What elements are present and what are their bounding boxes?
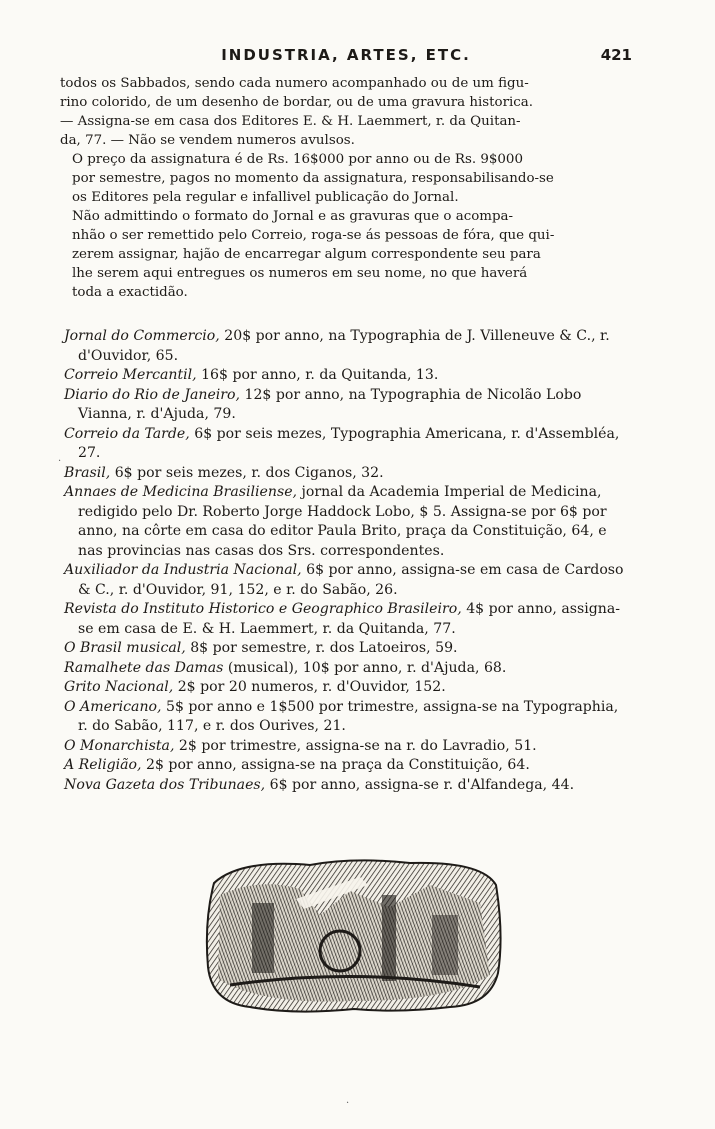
format-line: zerem assignar, hajão de encarregar algum correspondente seu para <box>72 247 541 262</box>
publication-name: O Monarchista, <box>64 737 175 754</box>
price-line: O preço da assignatura é de Rs. 16$000 por anno ou de Rs. 9$000 <box>72 152 523 167</box>
publication-entry <box>64 327 630 366</box>
publication-entry <box>64 678 630 698</box>
format-line: nhão o ser remettido pelo Correio, roga-se ás pessoas de fóra, que qui- <box>72 228 555 243</box>
format-line: toda a exactidão. <box>72 285 188 300</box>
intro-paragraph <box>60 74 630 150</box>
intro-line: rino colorido, de um desenho de bordar, ou de uma gravura historica. <box>60 95 534 110</box>
publication-details: 12$ por anno, na Typographia de Nicolão Lobo Vianna, r. d'Ajuda, 79. <box>78 386 582 422</box>
publication-name: Revista do Instituto Historico e Geographico Brasileiro, <box>64 601 462 617</box>
publication-entry <box>64 737 630 757</box>
publication-entry <box>64 464 630 484</box>
publication-list <box>64 327 630 795</box>
format-paragraph <box>60 207 630 302</box>
publication-entry <box>64 756 630 776</box>
publication-entry <box>64 561 630 600</box>
publication-details: 6$ por anno, assigna-se r. d'Alfandega, 44. <box>269 776 575 793</box>
publication-entry <box>64 659 630 679</box>
publication-name: Correio da Tarde, <box>64 425 190 442</box>
publication-name: O Americano, <box>64 698 162 715</box>
publication-details: 8$ por semestre, r. dos Latoeiros, 59. <box>190 640 458 656</box>
publication-entry <box>64 425 630 464</box>
publication-details: 4$ por anno, assigna-se em casa de E. & H. Laemmert, r. da Quitanda, 77. <box>78 601 620 637</box>
publication-details: jornal da Academia Imperial de Medicina, redigido pelo Dr. Roberto Jorge Haddock Lobo, $ 5. Assigna-se por 6$ por anno, na côrte em casa do editor Paula Brito, praça da Constituição, 64, e nas provincias nas casas dos Srs. correspondentes. <box>78 484 607 559</box>
publication-entry <box>64 483 630 561</box>
publication-name: Correio Mercantil, <box>64 367 197 383</box>
format-line: lhe serem aqui entregues os numeros em seu nome, no que haverá <box>72 266 528 281</box>
publication-details: 2$ por trimestre, assigna-se na r. do Lavradio, 51. <box>178 737 537 754</box>
publication-name: Grito Nacional, <box>64 679 174 695</box>
publication-name: Brasil, <box>64 464 111 481</box>
publication-name: A Religião, <box>64 757 142 773</box>
publication-details: 6$ por anno, assigna-se em casa de Cardoso & C., r. d'Ouvidor, 91, 152, e r. do Sabão, 26. <box>78 562 624 598</box>
intro-line: todos os Sabbados, sendo cada numero acompanhado ou de um figu- <box>60 76 529 91</box>
publication-name: Diario do Rio de Janeiro, <box>64 386 241 403</box>
price-line: por semestre, pagos no momento da assignatura, responsabilisando-se <box>72 171 554 186</box>
publication-details: 2$ por 20 numeros, r. d'Ouvidor, 152. <box>177 679 446 695</box>
publication-name: Jornal do Commercio, <box>64 328 220 344</box>
publication-name: Annaes de Medicina Brasiliense, <box>64 484 298 500</box>
publication-entry <box>64 366 630 386</box>
running-title: INDUSTRIA, ARTES, ETC. <box>221 46 471 64</box>
publication-entry <box>64 600 630 639</box>
margin-speck: · <box>58 456 62 467</box>
publication-name: O Brasil musical, <box>64 640 186 656</box>
format-line: Não admittindo o formato do Jornal e as gravuras que o acompa- <box>72 209 514 224</box>
page-number: 421 <box>600 46 632 64</box>
intro-line: da, 77. — Não se vendem numeros avulsos. <box>60 133 355 148</box>
publication-entry <box>64 386 630 425</box>
price-paragraph <box>60 150 630 207</box>
body-text <box>60 74 630 302</box>
publication-name: Ramalhete das Damas <box>64 659 224 676</box>
publication-name: Auxiliador da Industria Nacional, <box>64 562 302 578</box>
intro-line: — Assigna-se em casa dos Editores E. & H. Laemmert, r. da Quitan- <box>60 114 521 129</box>
publication-entry <box>64 776 630 796</box>
page-header <box>60 46 632 68</box>
publication-details: 5$ por anno e 1$500 por trimestre, assigna-se na Typographia, r. do Sabão, 117, e r. dos Ourives, 21. <box>78 698 619 734</box>
publication-details: (musical), 10$ por anno, r. d'Ajuda, 68. <box>227 659 507 676</box>
publication-details: 16$ por anno, r. da Quitanda, 13. <box>201 367 439 383</box>
price-line: os Editores pela regular e infallivel publicação do Jornal. <box>72 190 459 205</box>
publication-details: 2$ por anno, assigna-se na praça da Constituição, 64. <box>146 757 530 773</box>
publication-entry <box>64 639 630 659</box>
publication-details: 6$ por seis mezes, Typographia Americana, r. d'Assembléa, 27. <box>78 425 620 461</box>
bottom-speck: · <box>346 1098 350 1109</box>
publication-entry <box>64 698 630 737</box>
publication-name: Nova Gazeta dos Tribunaes, <box>64 776 266 793</box>
engraving-illustration <box>200 855 508 1017</box>
publication-details: 20$ por anno, na Typographia de J. Villeneuve & C., r. d'Ouvidor, 65. <box>78 328 610 364</box>
publication-details: 6$ por seis mezes, r. dos Ciganos, 32. <box>114 464 384 481</box>
